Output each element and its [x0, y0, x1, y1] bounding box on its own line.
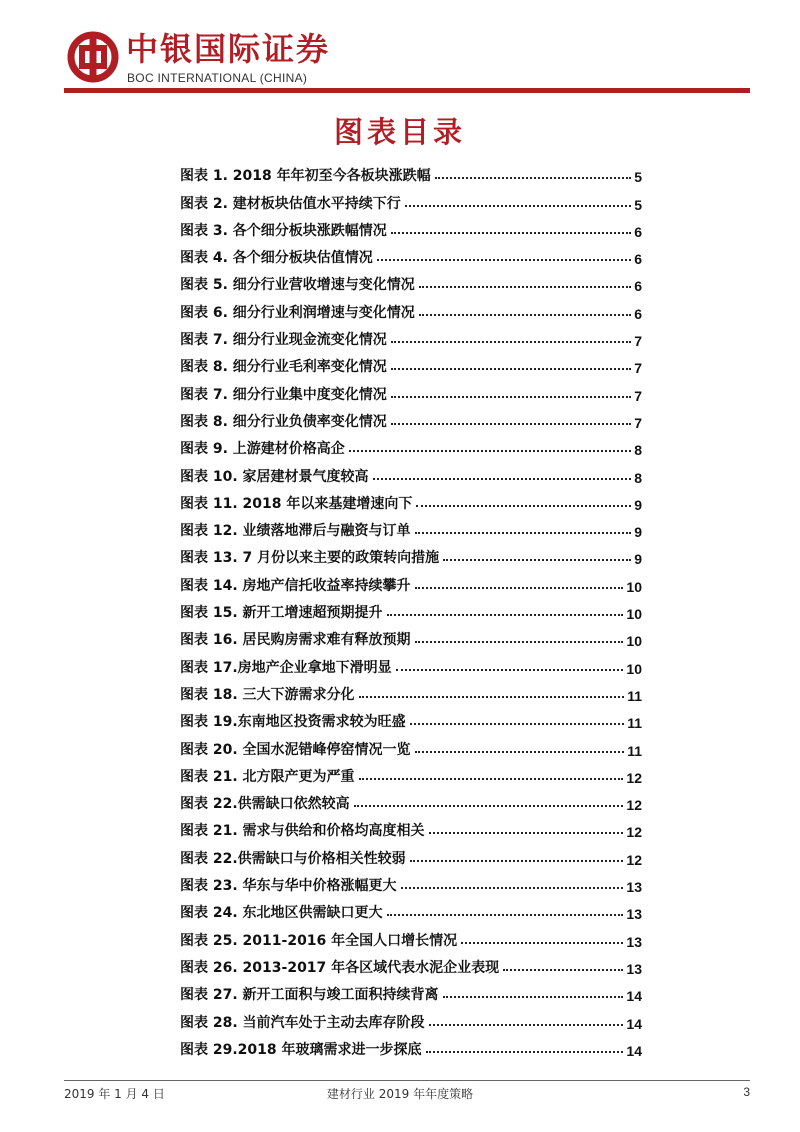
toc-leader-dots: [373, 478, 632, 480]
footer-date: 2019 年 1 月 4 日: [64, 1087, 165, 1101]
toc-entry[interactable]: [180, 677, 642, 704]
toc-entry-label: 图表 13. 7 月份以来主要的政策转向措施: [180, 550, 440, 567]
toc-leader-dots: [415, 751, 625, 753]
toc-entry-page: 6: [634, 251, 642, 268]
toc-entry-label: 图表 23. 华东与华中价格涨幅更大: [180, 878, 397, 895]
toc-entry-page: 7: [634, 360, 642, 377]
toc-entry-label: 图表 1. 2018 年年初至今各板块涨跌幅: [180, 168, 431, 185]
toc-entry-label: 图表 7. 细分行业集中度变化情况: [180, 386, 387, 403]
toc-leader-dots: [354, 805, 624, 807]
toc-entry-label: 图表 15. 新开工增速超预期提升: [180, 605, 383, 622]
toc-entry-label: 图表 25. 2011-2016 年全国人口增长情况: [180, 932, 458, 949]
toc-entry[interactable]: [180, 977, 642, 1004]
toc-entry-label: 图表 24. 东北地区供需缺口更大: [180, 905, 383, 922]
toc-entry-label: 图表 22.供需缺口与价格相关性较弱: [180, 850, 406, 867]
toc-entry-page: 12: [626, 797, 642, 814]
toc-entry[interactable]: [180, 158, 642, 185]
toc-entry-label: 图表 29.2018 年玻璃需求进一步探底: [180, 1041, 422, 1058]
toc-entry-page: 9: [634, 524, 642, 541]
toc-entry-page: 13: [626, 879, 642, 896]
toc-leader-dots: [426, 1051, 624, 1053]
toc-entry-page: 14: [626, 1042, 642, 1059]
toc-entry-page: 10: [626, 633, 642, 650]
toc-leader-dots: [359, 778, 624, 780]
toc-leader-dots: [387, 614, 624, 616]
toc-entry-label: 图表 7. 细分行业现金流变化情况: [180, 332, 387, 349]
toc-leader-dots: [410, 860, 624, 862]
toc-entry-label: 图表 18. 三大下游需求分化: [180, 686, 355, 703]
toc-entry[interactable]: [180, 595, 642, 622]
toc-entry[interactable]: [180, 759, 642, 786]
toc-entry-page: 11: [627, 715, 642, 732]
toc-entry-page: 8: [634, 442, 642, 459]
boc-logo-icon: [67, 31, 119, 83]
toc-entry[interactable]: [180, 813, 642, 840]
toc-leader-dots: [419, 314, 631, 316]
toc-entry[interactable]: [180, 786, 642, 813]
toc-leader-dots: [349, 450, 631, 452]
toc-entry-label: 图表 28. 当前汽车处于主动去库存阶段: [180, 1014, 425, 1031]
toc-entry[interactable]: [180, 922, 642, 949]
toc-entry[interactable]: [180, 431, 642, 458]
toc-entry-page: 13: [626, 960, 642, 977]
toc-entry[interactable]: [180, 540, 642, 567]
toc-leader-dots: [391, 368, 631, 370]
footer-report-title: 建材行业 2019 年年度策略: [326, 1087, 474, 1101]
toc-entry-label: 图表 3. 各个细分板块涨跌幅情况: [180, 222, 387, 239]
toc-entry[interactable]: [180, 840, 642, 867]
toc-entry-page: 12: [626, 769, 642, 786]
toc-entry-label: 图表 17.房地产企业拿地下滑明显: [180, 659, 392, 676]
toc-entry[interactable]: [180, 731, 642, 758]
toc-entry[interactable]: [180, 404, 642, 431]
toc-leader-dots: [416, 505, 631, 507]
toc-leader-dots: [391, 341, 631, 343]
toc-leader-dots: [443, 559, 631, 561]
toc-leader-dots: [359, 696, 625, 698]
toc-leader-dots: [391, 232, 631, 234]
toc-entry-page: 5: [634, 196, 642, 213]
toc-entry[interactable]: [180, 513, 642, 540]
toc-entry-label: 图表 9. 上游建材价格高企: [180, 441, 345, 458]
toc-entry[interactable]: [180, 240, 642, 267]
toc-entry-page: 12: [626, 824, 642, 841]
toc-entry[interactable]: [180, 185, 642, 212]
toc-entry-label: 图表 5. 细分行业营收增速与变化情况: [180, 277, 415, 294]
toc-leader-dots: [405, 205, 631, 207]
toc-entry-page: 7: [634, 387, 642, 404]
toc-entry-page: 10: [626, 578, 642, 595]
toc-entry-page: 13: [626, 933, 642, 950]
toc-entry[interactable]: [180, 458, 642, 485]
toc-leader-dots: [387, 914, 624, 916]
toc-entry[interactable]: [180, 649, 642, 676]
page-title: 图表目录: [333, 115, 466, 149]
toc-entry-page: 9: [634, 551, 642, 568]
toc-entry[interactable]: [180, 567, 642, 594]
toc-leader-dots: [396, 669, 624, 671]
toc-leader-dots: [429, 832, 624, 834]
toc-entry-label: 图表 19.东南地区投资需求较为旺盛: [180, 714, 406, 731]
toc-entry[interactable]: [180, 622, 642, 649]
header-divider: [64, 88, 750, 93]
toc-entry[interactable]: [180, 213, 642, 240]
toc-leader-dots: [401, 887, 624, 889]
toc-entry-label: 图表 26. 2013-2017 年各区域代表水泥企业表现: [180, 959, 500, 976]
toc-entry-page: 9: [634, 496, 642, 513]
toc-entry-label: 图表 14. 房地产信托收益率持续攀升: [180, 577, 411, 594]
toc-leader-dots: [461, 942, 623, 944]
toc-leader-dots: [429, 1024, 624, 1026]
toc-entry[interactable]: [180, 376, 642, 403]
toc-entry-label: 图表 27. 新开工面积与竣工面积持续背离: [180, 987, 439, 1004]
toc-entry-page: 11: [627, 687, 642, 704]
brand-name-cn: 中银国际证券: [126, 30, 331, 68]
toc-entry[interactable]: [180, 322, 642, 349]
toc-leader-dots: [377, 259, 631, 261]
toc-entry[interactable]: [180, 1032, 642, 1059]
toc-entry-label: 图表 21. 需求与供给和价格均高度相关: [180, 823, 425, 840]
toc-entry-page: 12: [626, 851, 642, 868]
footer-divider: [64, 1080, 750, 1081]
toc-leader-dots: [391, 396, 631, 398]
toc-entry[interactable]: [180, 704, 642, 731]
toc-entry-page: 6: [634, 223, 642, 240]
toc-entry-page: 7: [634, 333, 642, 350]
toc-leader-dots: [419, 286, 631, 288]
toc-entry-page: 7: [634, 414, 642, 431]
toc-leader-dots: [415, 641, 624, 643]
toc-leader-dots: [415, 532, 632, 534]
toc-entry-page: 6: [634, 305, 642, 322]
toc-leader-dots: [410, 723, 625, 725]
toc-entry-page: 14: [626, 1015, 642, 1032]
toc-entry-page: 6: [634, 278, 642, 295]
toc-entry-label: 图表 20. 全国水泥错峰停窑情况一览: [180, 741, 411, 758]
toc-entry-label: 图表 6. 细分行业利润增速与变化情况: [180, 304, 415, 321]
toc-leader-dots: [503, 969, 623, 971]
toc-entry-label: 图表 11. 2018 年以来基建增速向下: [180, 495, 413, 512]
toc-entry[interactable]: [180, 1004, 642, 1031]
toc-leader-dots: [391, 423, 631, 425]
toc-entry-page: 13: [626, 906, 642, 923]
toc-entry-page: 11: [627, 742, 642, 759]
toc-entry-label: 图表 16. 居民购房需求难有释放预期: [180, 632, 411, 649]
toc-entry-label: 图表 8. 细分行业负债率变化情况: [180, 413, 387, 430]
toc-entry[interactable]: [180, 294, 642, 321]
toc-entry-page: 5: [634, 169, 642, 186]
toc-entry[interactable]: [180, 486, 642, 513]
toc-entry-page: 10: [626, 606, 642, 623]
toc-entry-page: 14: [626, 988, 642, 1005]
toc-entry-label: 图表 21. 北方限产更为严重: [180, 768, 355, 785]
toc-entry-page: 8: [634, 469, 642, 486]
toc-entry-page: 10: [626, 660, 642, 677]
footer-page-number: 3: [743, 1085, 750, 1099]
table-of-figures: [180, 158, 642, 1059]
toc-leader-dots: [435, 177, 632, 179]
toc-entry-label: 图表 4. 各个细分板块估值情况: [180, 250, 373, 267]
toc-entry-label: 图表 8. 细分行业毛利率变化情况: [180, 359, 387, 376]
toc-entry[interactable]: [180, 267, 642, 294]
toc-entry-label: 图表 12. 业绩落地滞后与融资与订单: [180, 523, 411, 540]
brand-name-en: BOC INTERNATIONAL (CHINA): [127, 71, 308, 85]
page-header: [0, 0, 800, 100]
toc-entry[interactable]: [180, 868, 642, 895]
toc-entry[interactable]: [180, 895, 642, 922]
toc-leader-dots: [443, 996, 624, 998]
toc-entry[interactable]: [180, 349, 642, 376]
toc-leader-dots: [415, 587, 624, 589]
toc-entry-label: 图表 10. 家居建材景气度较高: [180, 468, 369, 485]
toc-entry[interactable]: [180, 950, 642, 977]
toc-entry-label: 图表 2. 建材板块估值水平持续下行: [180, 195, 401, 212]
toc-entry-label: 图表 22.供需缺口依然较高: [180, 796, 350, 813]
